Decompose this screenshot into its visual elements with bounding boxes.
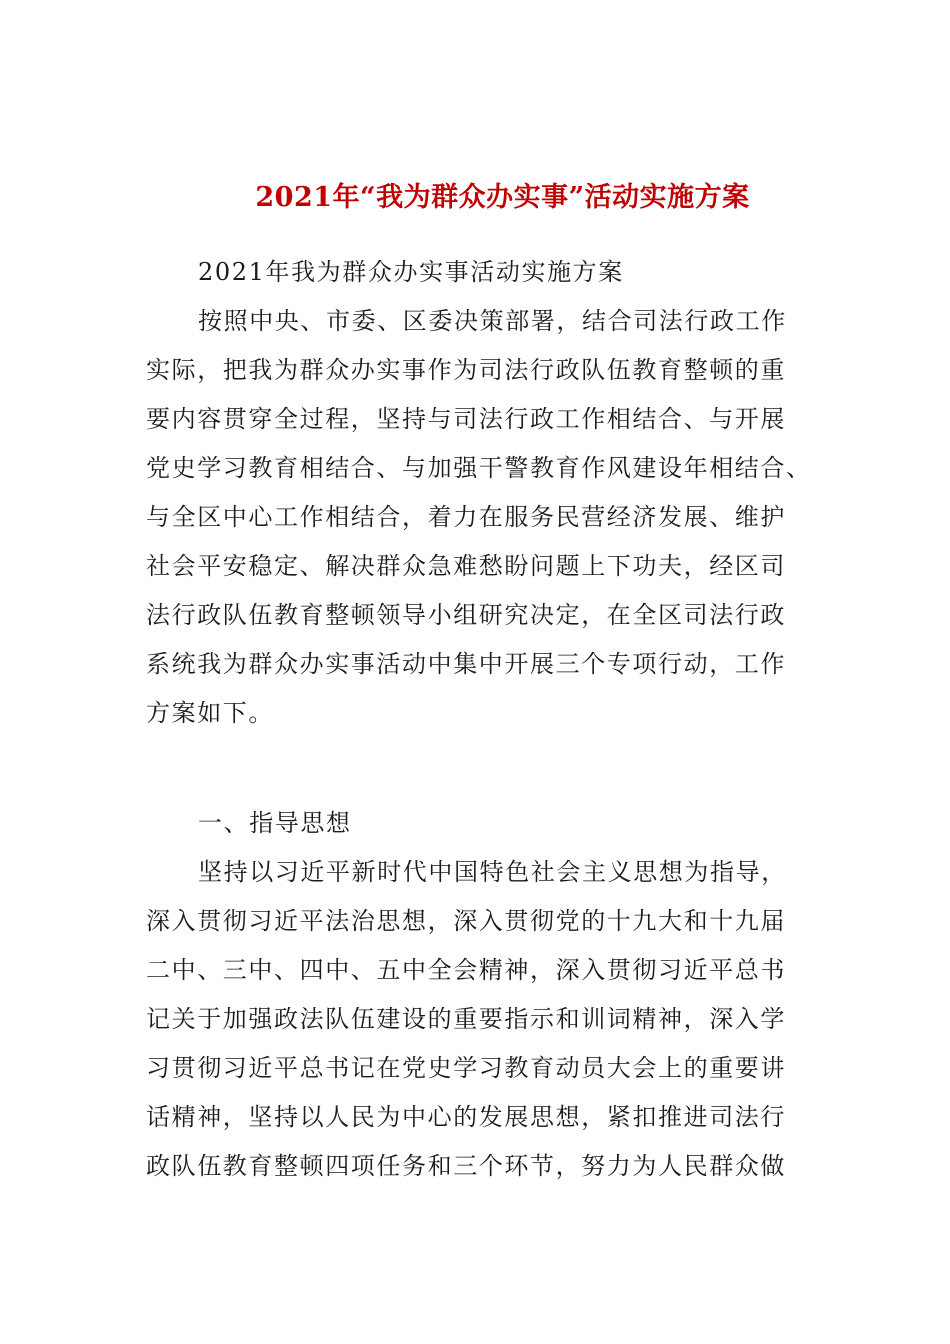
paragraph-line: 社会平安稳定、解决群众急难愁盼问题上下功夫，经区司 xyxy=(146,552,786,580)
paragraph-line: 坚持以习近平新时代中国特色社会主义思想为指导， xyxy=(198,858,787,886)
document-body-top xyxy=(146,248,812,738)
paragraph-line: 与全区中心工作相结合，着力在服务民营经济发展、维护 xyxy=(146,503,786,531)
paragraph-line: 按照中央、市委、区委决策部署，结合司法行政工作 xyxy=(198,307,787,335)
document-title: 2021年“我为群众办实事”活动实施方案 xyxy=(255,182,750,213)
paragraph-line: 方案如下。 xyxy=(146,699,274,727)
paragraph-line: 实际，把我为群众办实事作为司法行政队伍教育整顿的重 xyxy=(146,356,786,384)
paragraph-line: 话精神，坚持以人民为中心的发展思想，紧扣推进司法行 xyxy=(146,1103,786,1131)
section-heading: 一、指导思想 xyxy=(198,809,352,837)
document-body-section-1 xyxy=(146,799,796,1191)
document-subtitle: 2021年我为群众办实事活动实施方案 xyxy=(198,258,624,286)
paragraph-line: 深入贯彻习近平法治思想，深入贯彻党的十九大和十九届 xyxy=(146,907,786,935)
paragraph-line: 政队伍教育整顿四项任务和三个环节，努力为人民群众做 xyxy=(146,1152,786,1180)
paragraph-line: 党史学习教育相结合、与加强干警教育作风建设年相结合、 xyxy=(146,454,812,482)
paragraph-line: 要内容贯穿全过程，坚持与司法行政工作相结合、与开展 xyxy=(146,405,786,433)
paragraph-line: 习贯彻习近平总书记在党史学习教育动员大会上的重要讲 xyxy=(146,1054,786,1082)
paragraph-line: 记关于加强政法队伍建设的重要指示和训词精神，深入学 xyxy=(146,1005,786,1033)
paragraph-line: 二中、三中、四中、五中全会精神，深入贯彻习近平总书 xyxy=(146,956,786,984)
paragraph-line: 法行政队伍教育整顿领导小组研究决定，在全区司法行政 xyxy=(146,601,786,629)
paragraph-line: 系统我为群众办实事活动中集中开展三个专项行动，工作 xyxy=(146,650,786,678)
